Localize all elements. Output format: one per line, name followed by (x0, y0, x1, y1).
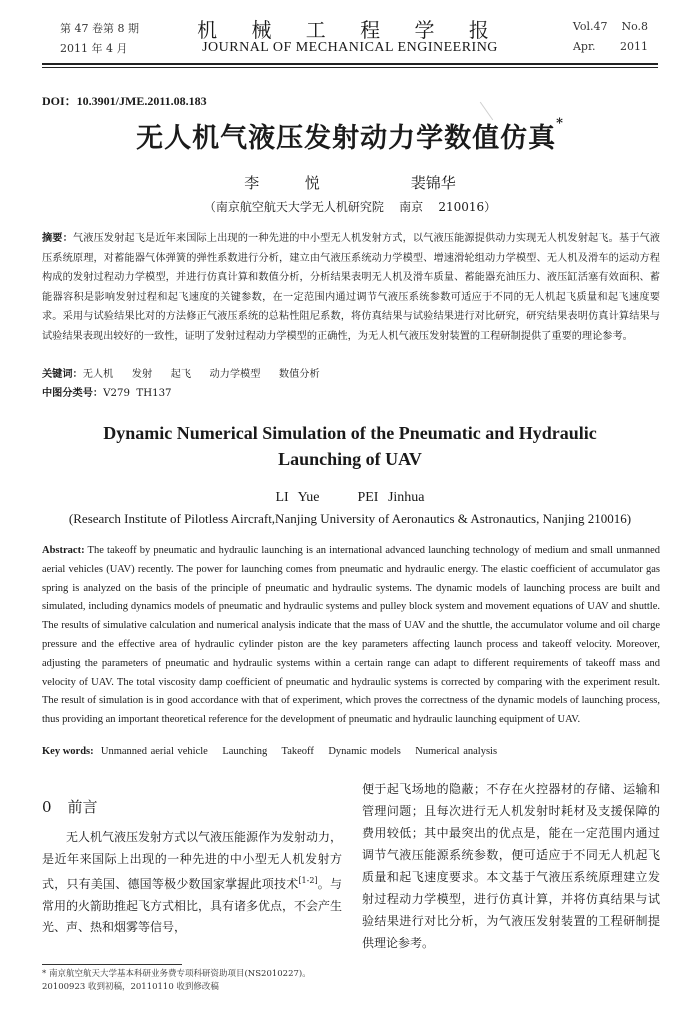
abstract-en (42, 542, 660, 730)
paper-title-cn (0, 116, 700, 155)
body-column-left (42, 782, 342, 939)
affiliation-en: (Research Institute of Pilotless Aircraft,Nanjing University of Aeronautics & Astronautics, Nanjing 210016) (68, 511, 632, 526)
abstract-en-label: Abstract: (42, 545, 85, 556)
footnote-dates: 20100923 收到初稿，20110110 收到修改稿 (42, 982, 219, 992)
journal-header (42, 18, 658, 62)
keywords-cn-label: 关键词： (42, 368, 83, 380)
date-cn: 2011 年 4 月 (60, 42, 128, 55)
volume-issue-cn: 第 47 卷第 8 期 (60, 22, 139, 35)
abstract-cn-label: 摘要： (42, 232, 73, 244)
classification-cn-label: 中图分类号： (42, 387, 104, 399)
intro-paragraph (42, 827, 342, 939)
keywords-en-text: Unmanned aerial vehicle Launching Takeoff Dynamic models Numerical analysis (93, 746, 498, 757)
section-title: 前言 (67, 798, 98, 816)
abstract-cn-text: 气液压发射起飞是近年来国际上出现的一种先进的中小型无人机发射方式，以气液压能源提供动力实现无人机发射起飞。基于气液压系统原理，对蓄能器气体弹簧的弹性系数进行分析，建立由气液压系统动力学模型、增速滑轮组动力学模型、无人机及滑车的运动方程构成的发射过程动力学模型，并进行仿真计算和数值分析，分析结果表明无人机及滑车质量、蓄能器充油压力、液压缸活塞有效面积、蓄能器容积是影响发射过程和起飞速度的关键参数，在一定范围内通过调节气液压系统参数可适应于不同的无人机起飞质量和起飞速度要求。采用与试验结果比对的方法修正气液压系统的总粘性阻尼系数，将仿真结果与试验结果进行对比研究，研究结果表明仿真计算结果与试验结果表现出较好的一致性，证明了发射过程动力学模型的正确性，为无人机气液压发射装置的工程研制提供了重要的理论参考。 (42, 233, 660, 342)
citation-ref: [1-2] (298, 876, 318, 885)
header-rule-thin (42, 67, 658, 68)
paper-title-cn-text: 无人机气液压发射动力学数值仿真 (136, 123, 557, 154)
classification-cn-text: V279 TH137 (103, 388, 172, 399)
paper-title-en: Dynamic Numerical Simulation of the Pneumatic and Hydraulic Launching of UAV (103, 423, 597, 469)
date-en: Apr. 2011 (572, 40, 648, 53)
authors-cn: 李 悦 裴锦华 (244, 174, 456, 192)
volume-issue-en: Vol.47 No.8 (572, 20, 648, 33)
authors-en: LI Yue PEI Jinhua (275, 490, 425, 505)
title-footnote-mark: * (556, 116, 564, 131)
section-heading (42, 796, 342, 817)
intro-text: 无人机气液压发射方式以气液压能源作为发射动力，是近年来国际上出现的一种先进的中小型无人机发射方式，只有美国、德国等极少数国家掌握此项技术 (42, 830, 343, 891)
body-column-right: 便于起飞场地的隐蔽；不存在火控器材的存储、运输和管理问题；且每次进行无人机发射时耗材及支援保障的费用较低；其中最突出的优点是，能在一定范围内通过调节气液压能源系统参数，便可适应于不同无人机起飞质量和起飞速度要求。本文基于气液压系统原理建立发射过程动力学模型，进行仿真计算，并将仿真结果与试验结果进行对比分析，为气液压发射装置的工程研制提供理论参考。 (362, 782, 660, 950)
affiliation-cn: （南京航空航天大学无人机研究院 南京 210016） (203, 200, 497, 214)
keywords-en (42, 746, 497, 757)
doi: DOI：10.3901/JME.2011.08.183 (42, 94, 207, 108)
keywords-cn-text: 无人机 发射 起飞 动力学模型 数值分析 (82, 369, 320, 380)
journal-title-en: JOURNAL OF MECHANICAL ENGINEERING (202, 40, 498, 55)
journal-title-cn: 机 械 工 程 学 报 (197, 18, 503, 42)
keywords-cn (42, 365, 320, 380)
footnote-funding: * 南京航空航天大学基本科研业务费专项科研资助项目(NS2010227)。 (42, 969, 311, 979)
abstract-cn (42, 229, 660, 346)
header-rule-thick (42, 63, 658, 65)
footnote (42, 968, 362, 994)
abstract-en-text: The takeoff by pneumatic and hydraulic launching is an international advanced launching technology of medium and small unmanned aerial vehicles (UAV) recently. The power for launching comes from pneumatic and hydraulic energy. The elastic coefficient of accumulator gas spring is analyzed on the basis of the principle of pneumatic and hydraulic systems. The dynamic models of launching process are built and simulated, including dynamics models of pneumatic and hydraulic systems and pulley block system and movement equations of UAV and shuttle. The results of simulative calculation and numerical analysis indicate that the mass of UAV and the shuttle, the accumulator volume and oil charge pressure and the effective area of hydraulic cylinder piston are the key parameters affecting launch process and takeoff velocity. Moreover, adjusting the parameters of pneumatic and hydraulic systems within a certain range can adapt to different requirements of takeoff mass and velocity of UAV. The total viscosity damp coefficient of pneumatic and hydraulic systems is corrected by comparing with the experiment result. The result of simulation is in good accordance with that of experiment, which proves the correctness of the dynamic models of launching process, thus providing an important theoretical reference for the development of pneumatic and hydraulic launching equipment of UAV. (42, 545, 660, 726)
keywords-en-label: Key words: (42, 746, 94, 757)
section-number: 0 (42, 798, 52, 816)
intro-text-cont: 。与常用的火箭助推起飞方式相比，具有诸多优点，不会产生光、声、热和烟雾等信号， (42, 877, 343, 934)
classification-cn (42, 384, 172, 399)
footnote-rule (42, 964, 182, 965)
